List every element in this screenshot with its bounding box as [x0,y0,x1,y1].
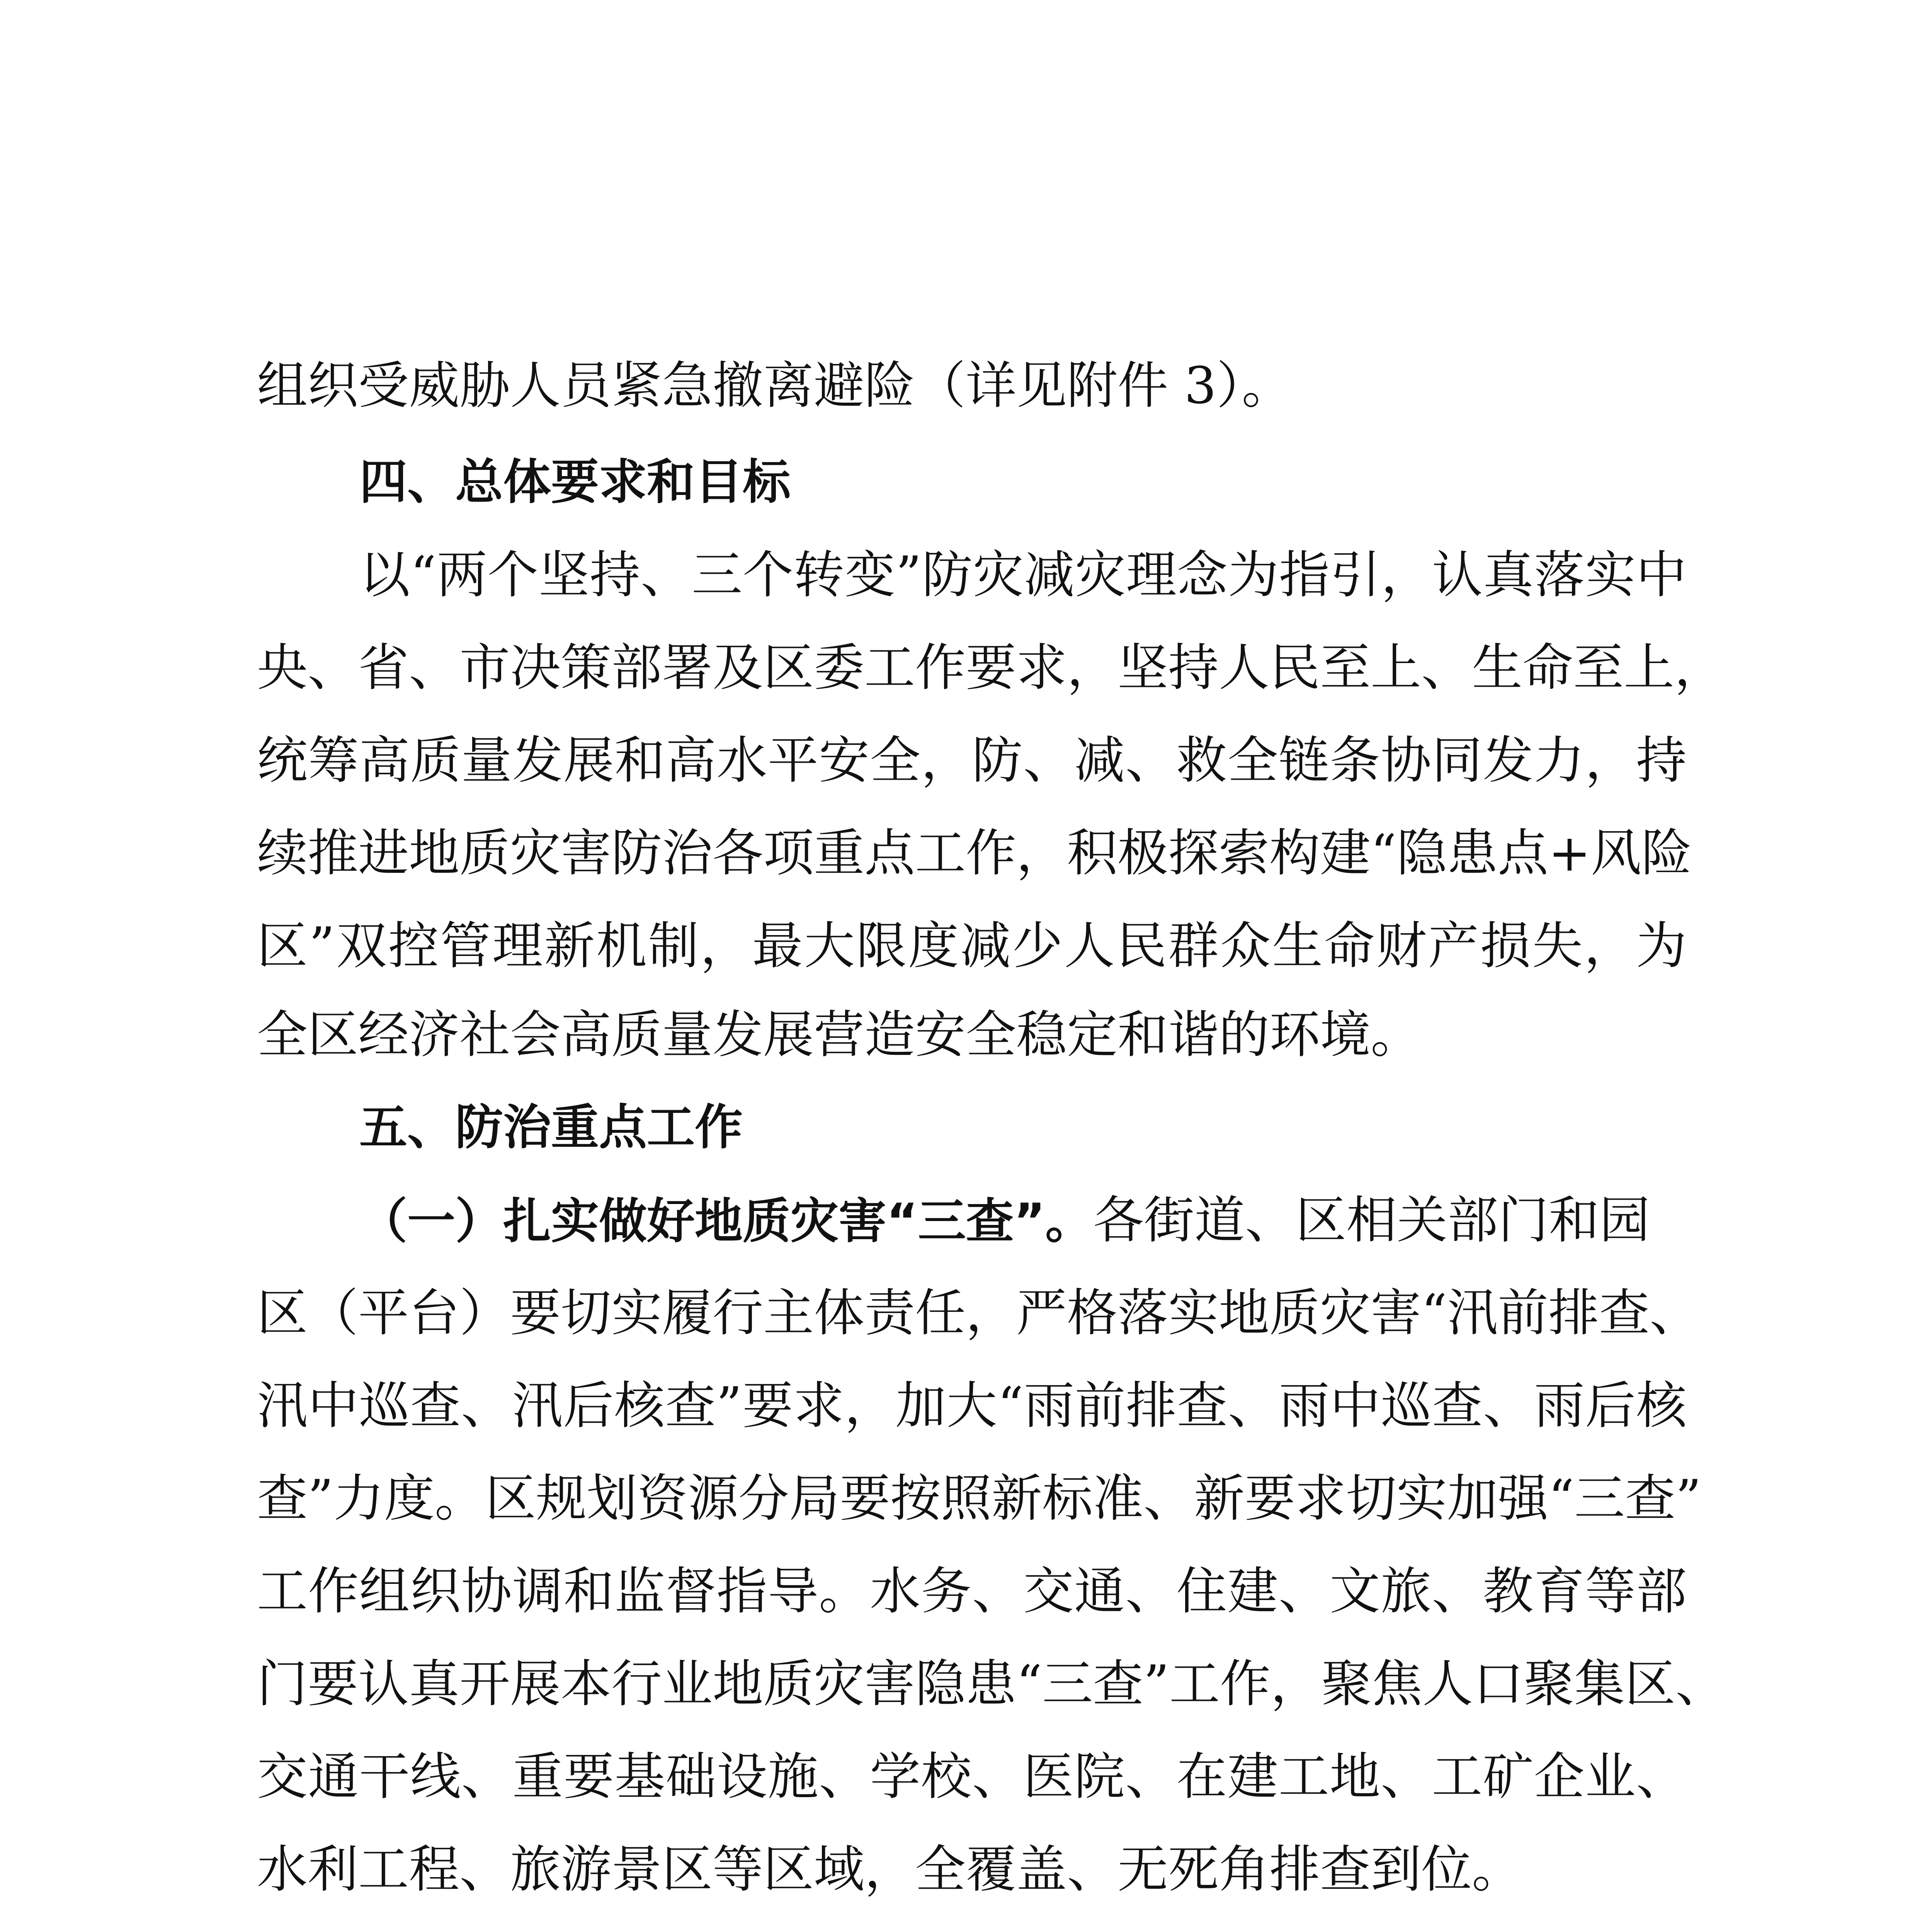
subheading-1: （一）扎实做好地质灾害“三查”。 [359,1194,1093,1249]
paragraph-line: 查”力度。区规划资源分局要按照新标准、新要求切实加强“三查” [257,1469,1701,1528]
paragraph-line: 区（平台）要切实履行主体责任，严格落实地质灾害“汛前排查、 [257,1283,1700,1342]
paragraph-line [359,1189,1687,1252]
paragraph-line: 区”双控管理新机制，最大限度减少人民群众生命财产损失，为 [257,916,1687,975]
paragraph-line: 以“两个坚持、三个转变”防灾减灾理念为指引，认真落实中 [359,545,1687,604]
paragraph-line: 门要认真开展本行业地质灾害隐患“三查”工作，聚焦人口聚集区、 [257,1654,1726,1713]
paragraph-line: 组织受威胁人员紧急撤离避险（详见附件 3）。 [257,356,1293,415]
paragraph-line: 交通干线、重要基础设施、学校、医院、在建工地、工矿企业、 [257,1747,1687,1806]
section-heading-4: 四、总体要求和目标 [359,454,791,510]
paragraph-line: 央、省、市决策部署及区委工作要求，坚持人民至上、生命至上， [257,638,1725,697]
paragraph-line: 全区经济社会高质量发展营造安全稳定和谐的环境。 [257,1005,1422,1064]
paragraph-line: 水利工程、旅游景区等区域，全覆盖、无死角排查到位。 [257,1840,1523,1899]
section-heading-5: 五、防治重点工作 [359,1100,743,1155]
paragraph-text: 各街道、区相关部门和园 [1093,1190,1650,1250]
paragraph-line: 工作组织协调和监督指导。水务、交通、住建、文旅、教育等部 [257,1561,1687,1621]
paragraph-line: 续推进地质灾害防治各项重点工作，积极探索构建“隐患点+风险 [257,823,1692,883]
paragraph-line: 统筹高质量发展和高水平安全，防、减、救全链条协同发力，持 [257,731,1687,790]
paragraph-line: 汛中巡查、汛后核查”要求，加大“雨前排查、雨中巡查、雨后核 [257,1376,1687,1435]
